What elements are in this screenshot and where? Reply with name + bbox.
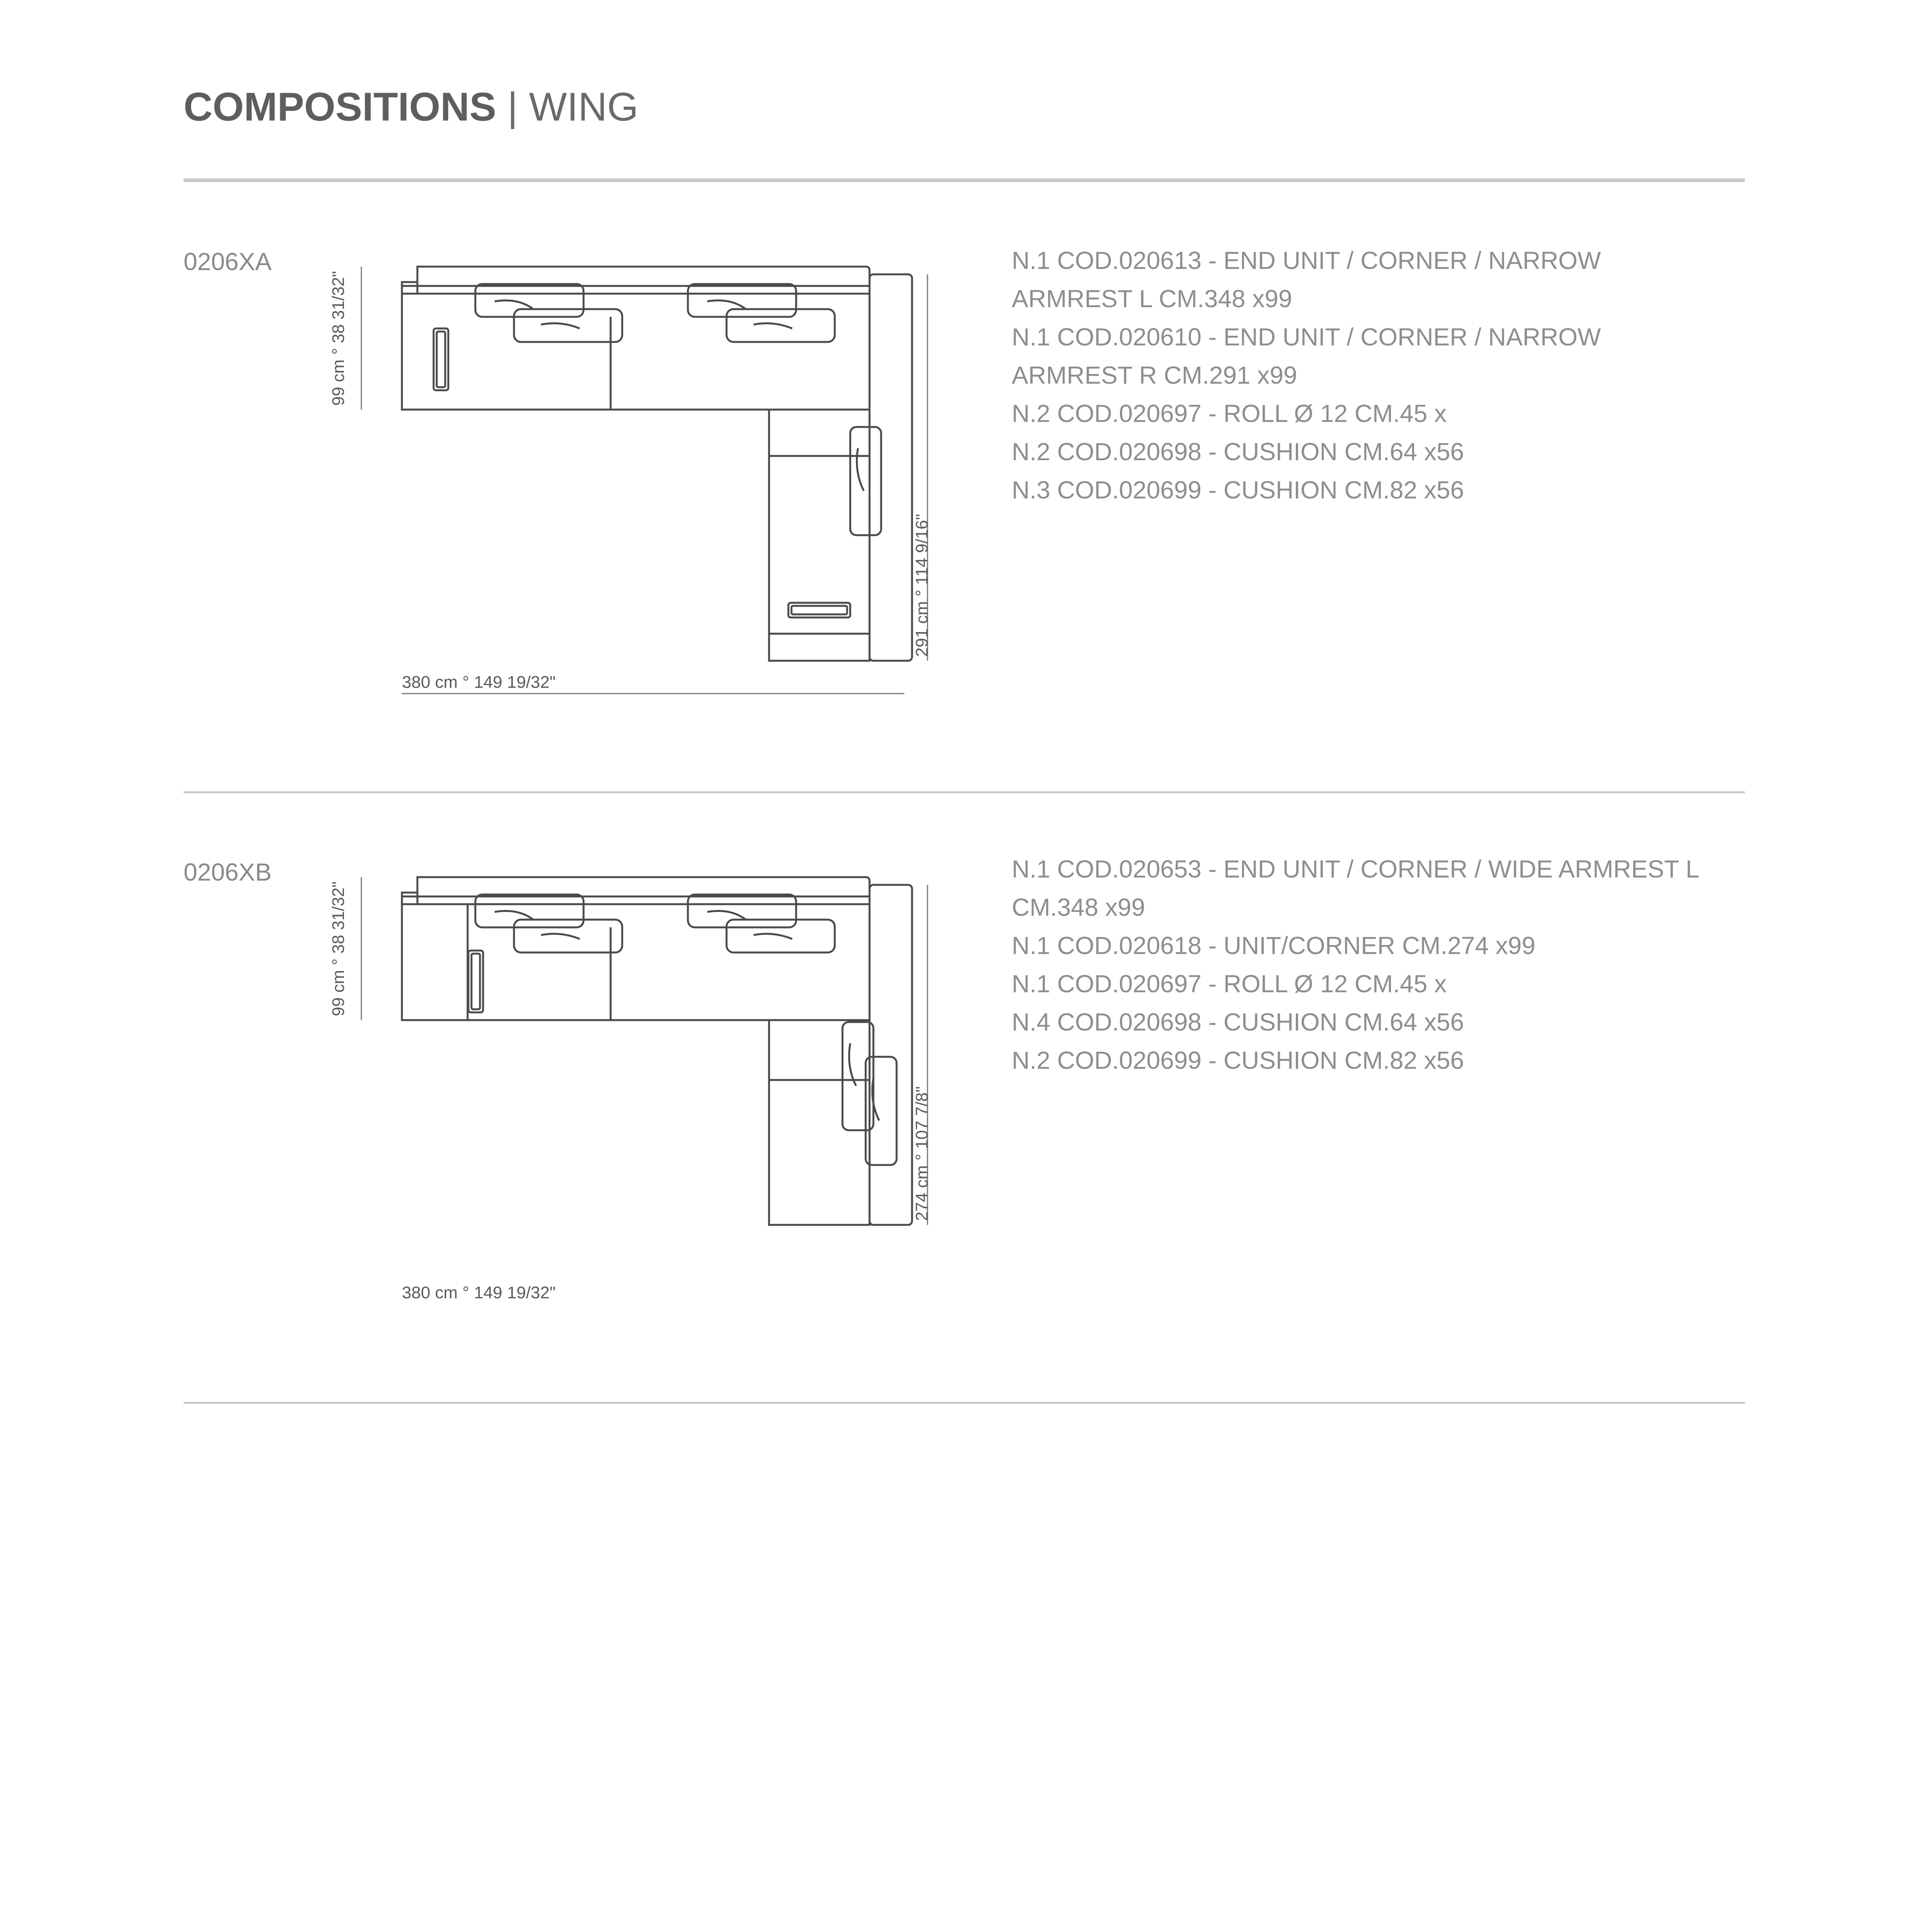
page-title-light: WING: [529, 85, 638, 129]
cushion: [688, 284, 796, 317]
composition-code: 0206XB: [184, 858, 272, 886]
part-line: N.1 COD.020697 - ROLL Ø 12 CM.45 x: [1012, 970, 1447, 998]
cushion-crease: [495, 301, 533, 310]
part-line: N.1 COD.020610 - END UNIT / CORNER / NARROW: [1012, 323, 1601, 351]
part-line: ARMREST L CM.348 x99: [1012, 285, 1292, 313]
cushion-crease: [541, 934, 580, 939]
composition-parts-list: [1012, 242, 1746, 509]
cushion-crease: [495, 911, 533, 920]
part-line: N.1 COD.020613 - END UNIT / CORNER / NARROW: [1012, 247, 1601, 274]
sofa-outline: [870, 885, 912, 1225]
section-divider: [184, 1402, 1745, 1404]
composition-parts-list: [1012, 850, 1746, 1080]
cushion-crease: [707, 911, 746, 920]
depth-dimension-label: 99 cm ° 38 31/32": [329, 271, 348, 406]
width-dimension-label: 380 cm ° 149 19/32": [402, 673, 556, 692]
cushion-crease: [754, 323, 792, 328]
width-dimension-label: 380 cm ° 149 19/32": [402, 1283, 556, 1302]
cushion-crease: [541, 323, 580, 328]
part-line: CM.348 x99: [1012, 893, 1145, 921]
cushion: [475, 284, 584, 317]
cushion-crease: [707, 301, 746, 310]
length-dimension-label: 291 cm ° 114 9/16": [912, 514, 931, 657]
part-line: N.4 COD.020698 - CUSHION CM.64 x56: [1012, 1008, 1464, 1036]
part-line: N.2 COD.020697 - ROLL Ø 12 CM.45 x: [1012, 400, 1447, 427]
sofa-outline: [870, 274, 912, 661]
composition-drawing-1: [325, 255, 974, 711]
cushion: [688, 895, 796, 927]
sofa-outline: [402, 286, 870, 410]
part-line: N.2 COD.020699 - CUSHION CM.82 x56: [1012, 1046, 1464, 1074]
cushion: [475, 895, 584, 927]
sofa-outline: [402, 282, 417, 294]
part-line: N.1 COD.020618 - UNIT/CORNER CM.274 x99: [1012, 932, 1536, 959]
section-divider: [184, 791, 1745, 793]
cushion-crease: [857, 448, 864, 491]
roll: [471, 954, 480, 1009]
cushion: [850, 427, 881, 535]
sofa-outline: [402, 893, 417, 904]
roll: [791, 606, 847, 614]
cushion-crease: [754, 934, 792, 939]
sofa-outline: [769, 1020, 870, 1225]
page-title: [184, 87, 638, 127]
page-title-bold: COMPOSITIONS: [184, 85, 496, 129]
part-line: N.3 COD.020699 - CUSHION CM.82 x56: [1012, 476, 1464, 504]
page-title-separator: |: [507, 85, 518, 129]
depth-dimension-label: 99 cm ° 38 31/32": [329, 881, 348, 1016]
length-dimension-label: 274 cm ° 107 7/8": [912, 1086, 931, 1221]
part-line: N.2 COD.020698 - CUSHION CM.64 x56: [1012, 438, 1464, 466]
composition-drawing-2: [325, 866, 974, 1310]
part-line: ARMREST R CM.291 x99: [1012, 361, 1297, 389]
roll: [437, 332, 445, 387]
composition-code: 0206XA: [184, 248, 272, 276]
part-line: N.1 COD.020653 - END UNIT / CORNER / WIDE ARMREST L: [1012, 855, 1700, 883]
header-divider: [184, 179, 1745, 182]
